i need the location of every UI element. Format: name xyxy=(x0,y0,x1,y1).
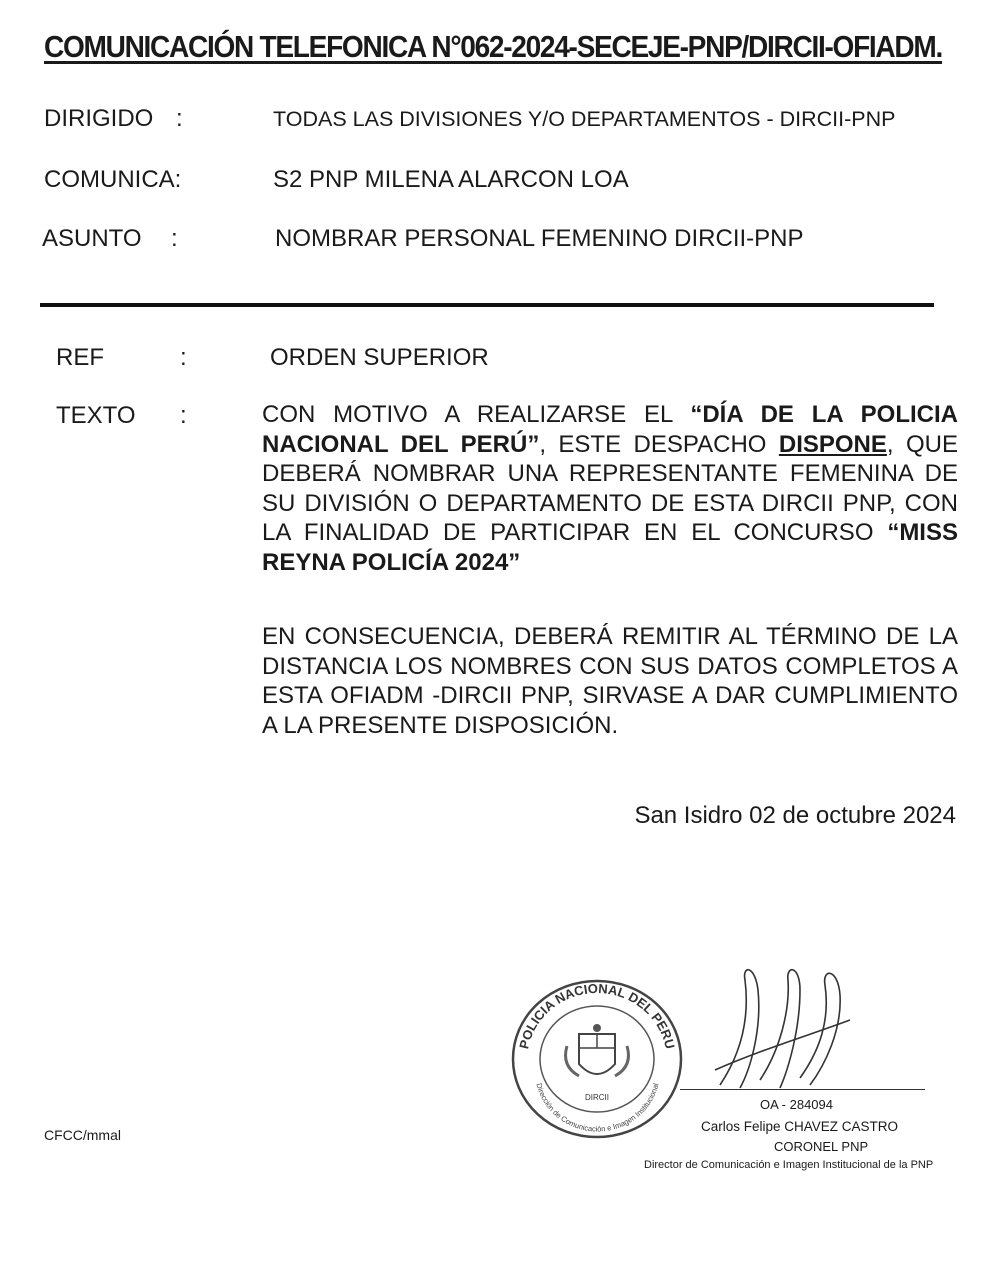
ref-label: REF xyxy=(56,344,104,371)
stamp-outer-text: POLICIA NACIONAL DEL PERU xyxy=(516,980,678,1051)
date-line: San Isidro 02 de octubre 2024 xyxy=(634,802,956,829)
texto-label: TEXTO xyxy=(56,402,136,429)
p1-part-e: , QUE DEBERÁ NOMBRAR UNA REPRESENTANTE FEMENINA DE SU DIVISIÓN O DEPARTAMENTO DE ESTA DIRCII PNP, CON LA FINALIDAD DE PARTICIPAR EN EL CONCURSO xyxy=(262,430,959,546)
asunto-colon: : xyxy=(171,225,178,252)
signature-rank: CORONEL PNP xyxy=(774,1139,869,1154)
asunto-value: NOMBRAR PERSONAL FEMENINO DIRCII-PNP xyxy=(275,225,804,252)
asunto-label: ASUNTO xyxy=(42,225,142,252)
handwritten-signature xyxy=(700,960,880,1100)
signature-id: OA - 284094 xyxy=(760,1097,833,1112)
police-seal-stamp xyxy=(505,976,690,1141)
p1-contest-name: “MISS REYNA POLICÍA 2024” xyxy=(262,519,958,576)
shield-icon xyxy=(566,1024,629,1076)
footer-reference: CFCC/mmal xyxy=(44,1127,121,1143)
stamp-center-label: DIRCII xyxy=(585,1093,609,1102)
p1-dispone: DISPONE xyxy=(778,430,887,458)
stamp-inner-bottom-text: Dirección de Comunicación e Imagen Institucional xyxy=(534,1082,661,1134)
ref-value: ORDEN SUPERIOR xyxy=(270,344,489,371)
dirigido-value: TODAS LAS DIVISIONES Y/O DEPARTAMENTOS - DIRCII-PNP xyxy=(273,107,896,131)
signature-position: Director de Comunicación e Imagen Institucional de la PNP xyxy=(644,1159,934,1171)
document-title: COMUNICACIÓN TELEFONICA N°062-2024-SECEJE-PNP/DIRCII-OFIADM. xyxy=(44,30,942,64)
texto-paragraph-1 xyxy=(262,400,958,577)
p1-event-name: “DÍA DE LA POLICIA NACIONAL DEL PERÚ” xyxy=(262,401,958,458)
p1-part-a: CON MOTIVO A REALIZARSE EL xyxy=(262,401,691,428)
dirigido-label: DIRIGIDO xyxy=(44,105,154,132)
signature-line xyxy=(680,1089,925,1090)
comunica-value: S2 PNP MILENA ALARCON LOA xyxy=(273,166,629,193)
ref-colon: : xyxy=(180,344,187,371)
p1-part-c: , ESTE DESPACHO xyxy=(539,430,779,458)
signature-name: Carlos Felipe CHAVEZ CASTRO xyxy=(701,1119,899,1134)
texto-paragraph-2: EN CONSECUENCIA, DEBERÁ REMITIR AL TÉRMINO DE LA DISTANCIA LOS NOMBRES CON SUS DATOS COMPLETOS A ESTA OFIADM -DIRCII PNP, SIRVASE A DAR CUMPLIMIENTO A LA PRESENTE DISPOSICIÓN. xyxy=(262,623,958,739)
dirigido-colon: : xyxy=(176,105,183,132)
texto-colon: : xyxy=(180,402,187,429)
comunica-label: COMUNICA: xyxy=(44,166,182,193)
horizontal-rule xyxy=(40,303,934,307)
